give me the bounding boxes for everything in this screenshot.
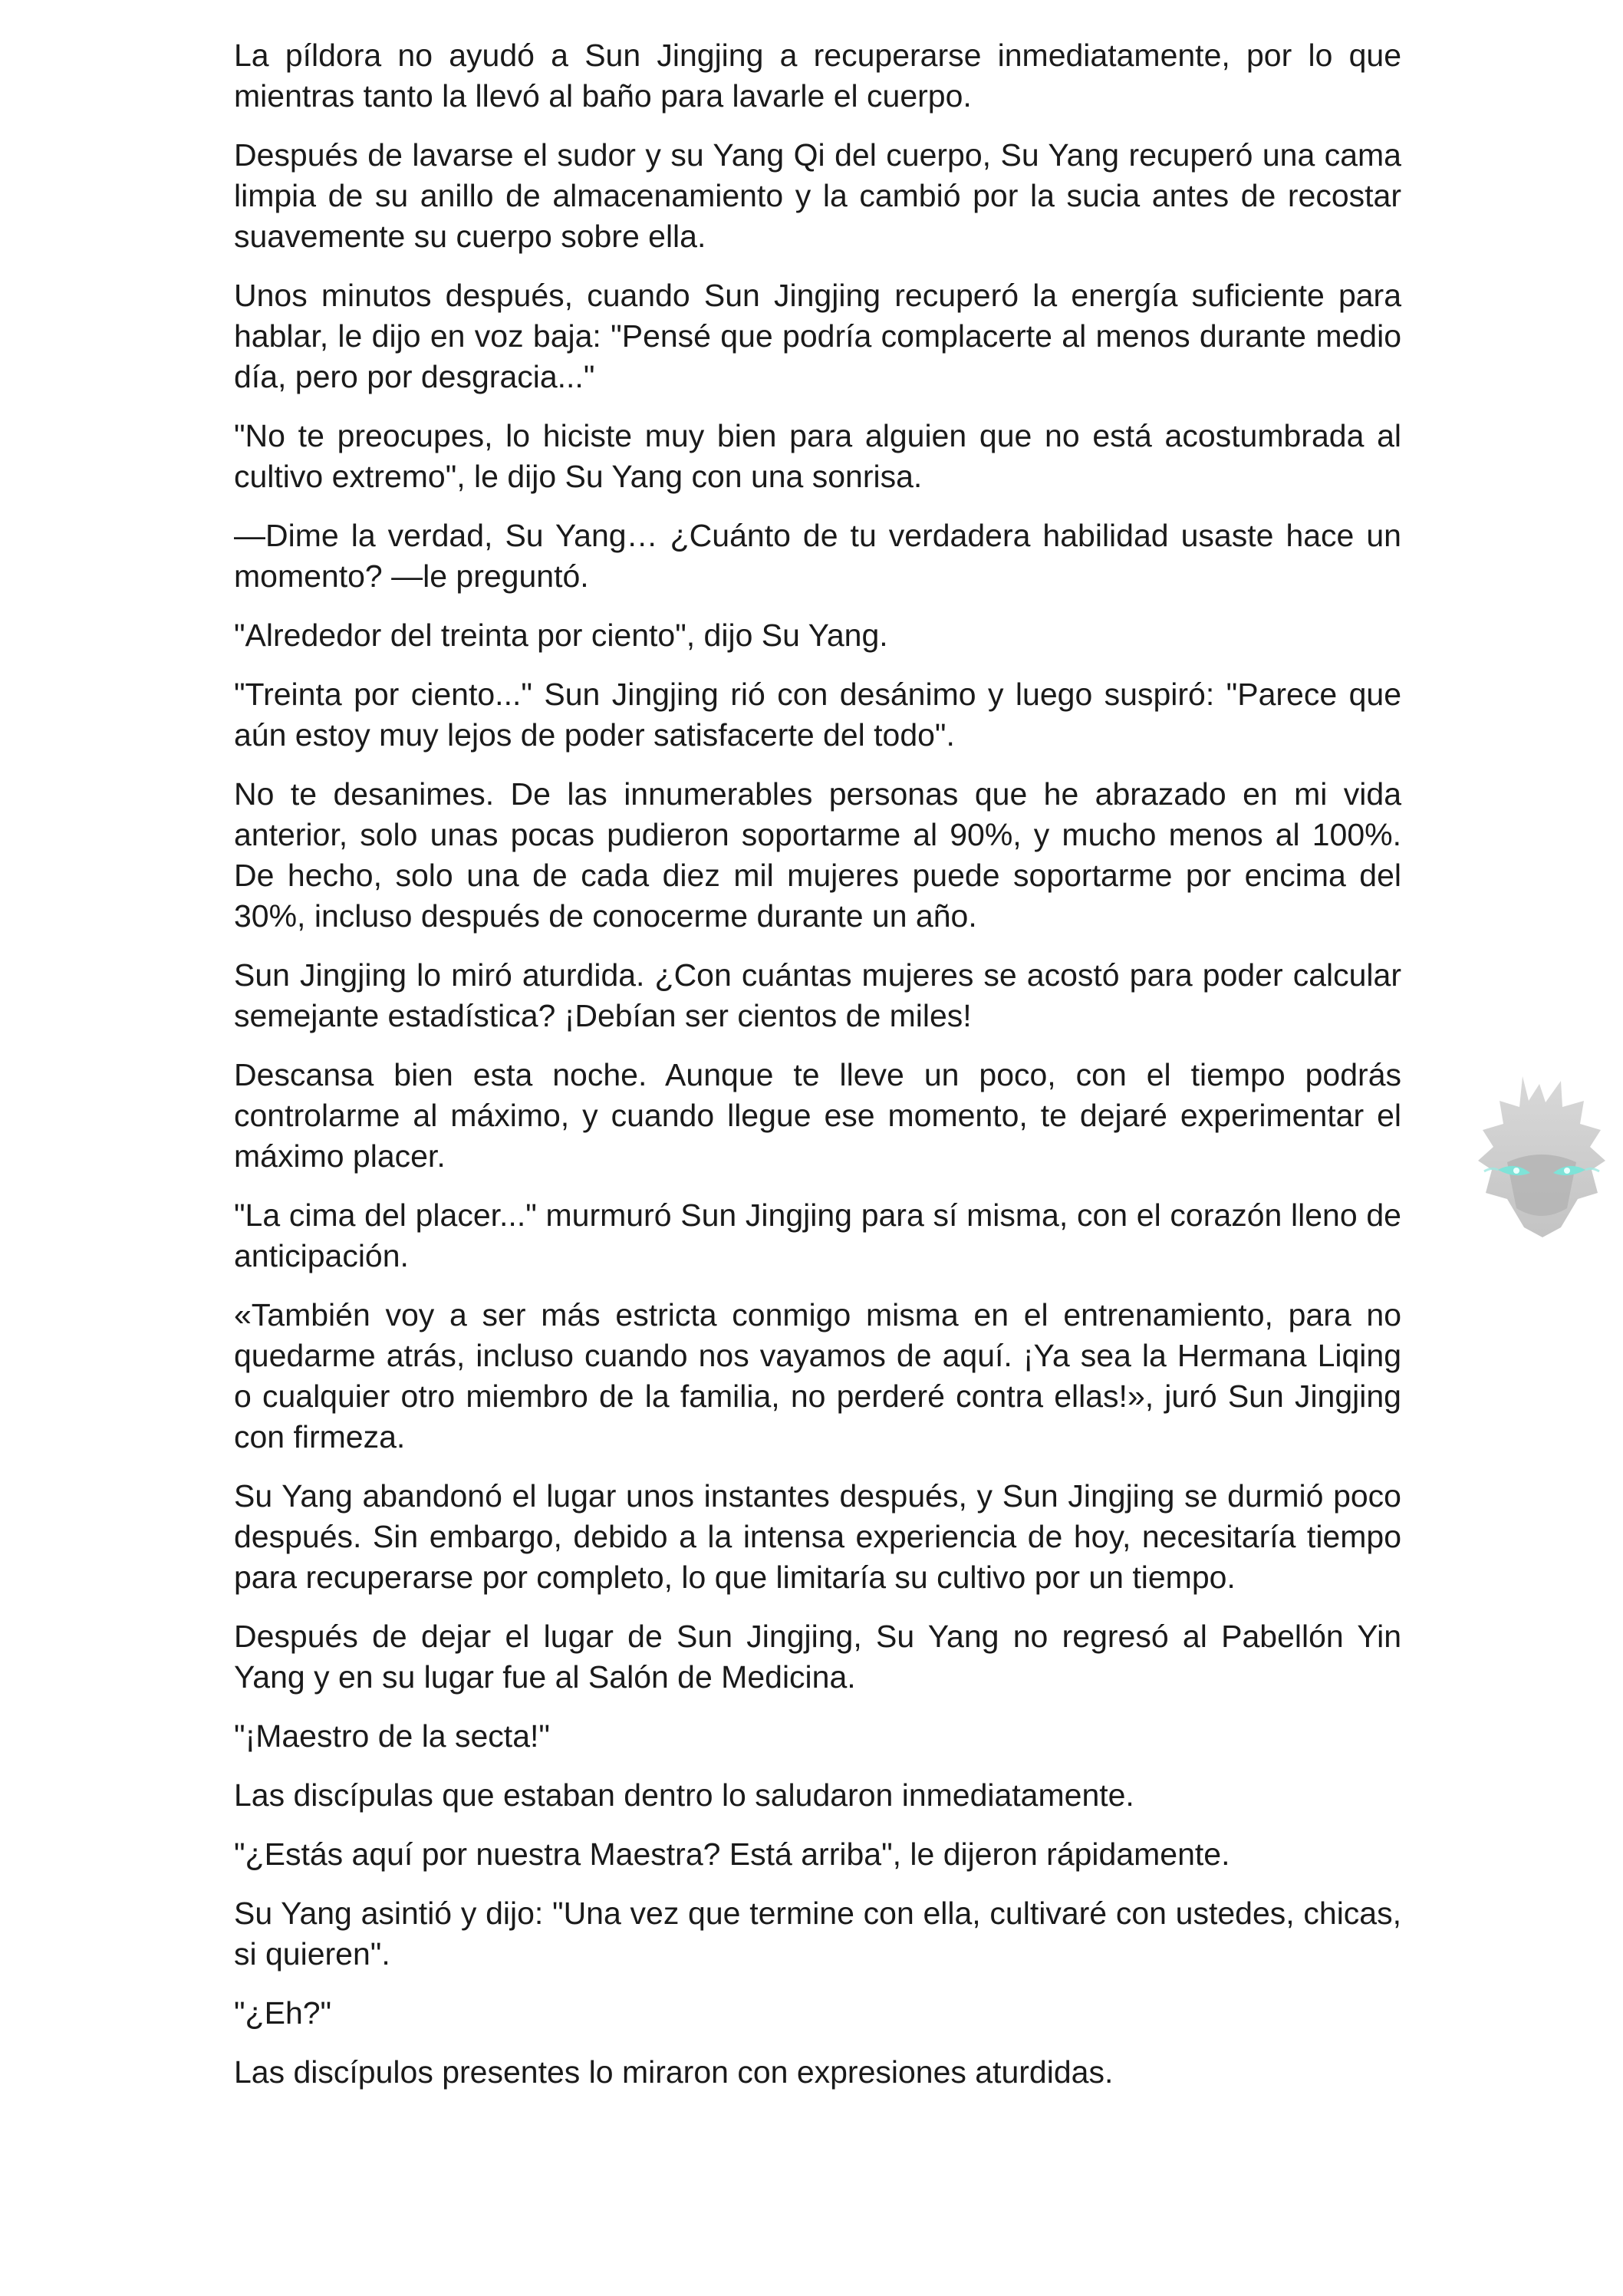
paragraph: "¿Estás aquí por nuestra Maestra? Está arriba", le dijeron rápidamente. <box>234 1836 1230 1872</box>
paragraph: Descansa bien esta noche. Aunque te lleve un poco, con el tiempo podrás controlarme al máximo, y cuando llegue ese momento, te dejaré experimentar el máximo placer. <box>234 1057 1401 1174</box>
paragraph: Su Yang abandonó el lugar unos instantes después, y Sun Jingjing se durmió poco después. Sin embargo, debido a la intensa experiencia de hoy, necesitaría tiempo para recuperarse por completo, lo que limitaría su cultivo por un tiempo. <box>234 1478 1401 1595</box>
document-body <box>234 35 1401 2111</box>
paragraph: "La cima del placer..." murmuró Sun Jingjing para sí misma, con el corazón lleno de anticipación. <box>234 1197 1401 1273</box>
paragraph: La píldora no ayudó a Sun Jingjing a recuperarse inmediatamente, por lo que mientras tanto la llevó al baño para lavarle el cuerpo. <box>234 38 1401 114</box>
paragraph: Unos minutos después, cuando Sun Jingjing recuperó la energía suficiente para hablar, le dijo en voz baja: "Pensé que podría complacerte al menos durante medio día, pero por desgracia..." <box>234 278 1401 394</box>
paragraph: "Alrededor del treinta por ciento", dijo Su Yang. <box>234 618 888 653</box>
paragraph: Sun Jingjing lo miró aturdida. ¿Con cuántas mujeres se acostó para poder calcular semejante estadística? ¡Debían ser cientos de miles! <box>234 957 1401 1033</box>
paragraph: No te desanimes. De las innumerables personas que he abrazado en mi vida anterior, solo unas pocas pudieron soportarme al 90%, y mucho menos al 100%. De hecho, solo una de cada diez mil mujeres puede soportarme por encima del 30%, incluso después de conocerme durante un año. <box>234 776 1401 934</box>
paragraph: —Dime la verdad, Su Yang… ¿Cuánto de tu verdadera habilidad usaste hace un momento? —le preguntó. <box>234 518 1401 594</box>
paragraph: «También voy a ser más estricta conmigo misma en el entrenamiento, para no quedarme atrás, incluso cuando nos vayamos de aquí. ¡Ya sea la Hermana Liqing o cualquier otro miembro de la familia, no perderé contra ellas!», juró Sun Jingjing con firmeza. <box>234 1297 1401 1454</box>
paragraph: Su Yang asintió y dijo: "Una vez que termine con ella, cultivaré con ustedes, chicas, si quieren". <box>234 1896 1401 1972</box>
paragraph: Después de lavarse el sudor y su Yang Qi del cuerpo, Su Yang recuperó una cama limpia de su anillo de almacenamiento y la cambió por la sucia antes de recostar suavemente su cuerpo sobre ella. <box>234 137 1401 254</box>
paragraph: "Treinta por ciento..." Sun Jingjing rió con desánimo y luego suspiró: "Parece que aún estoy muy lejos de poder satisfacerte del todo". <box>234 677 1401 753</box>
paragraph: "¡Maestro de la secta!" <box>234 1718 550 1754</box>
demon-head-icon <box>1469 1070 1615 1247</box>
paragraph: Las discípulos presentes lo miraron con expresiones aturdidas. <box>234 2054 1114 2090</box>
paragraph: Después de dejar el lugar de Sun Jingjing, Su Yang no regresó al Pabellón Yin Yang y en su lugar fue al Salón de Medicina. <box>234 1619 1401 1695</box>
paragraph: Las discípulas que estaban dentro lo saludaron inmediatamente. <box>234 1777 1134 1813</box>
paragraph: "¿Eh?" <box>234 1995 332 2031</box>
paragraph: "No te preocupes, lo hiciste muy bien para alguien que no está acostumbrada al cultivo extremo", le dijo Su Yang con una sonrisa. <box>234 418 1401 494</box>
